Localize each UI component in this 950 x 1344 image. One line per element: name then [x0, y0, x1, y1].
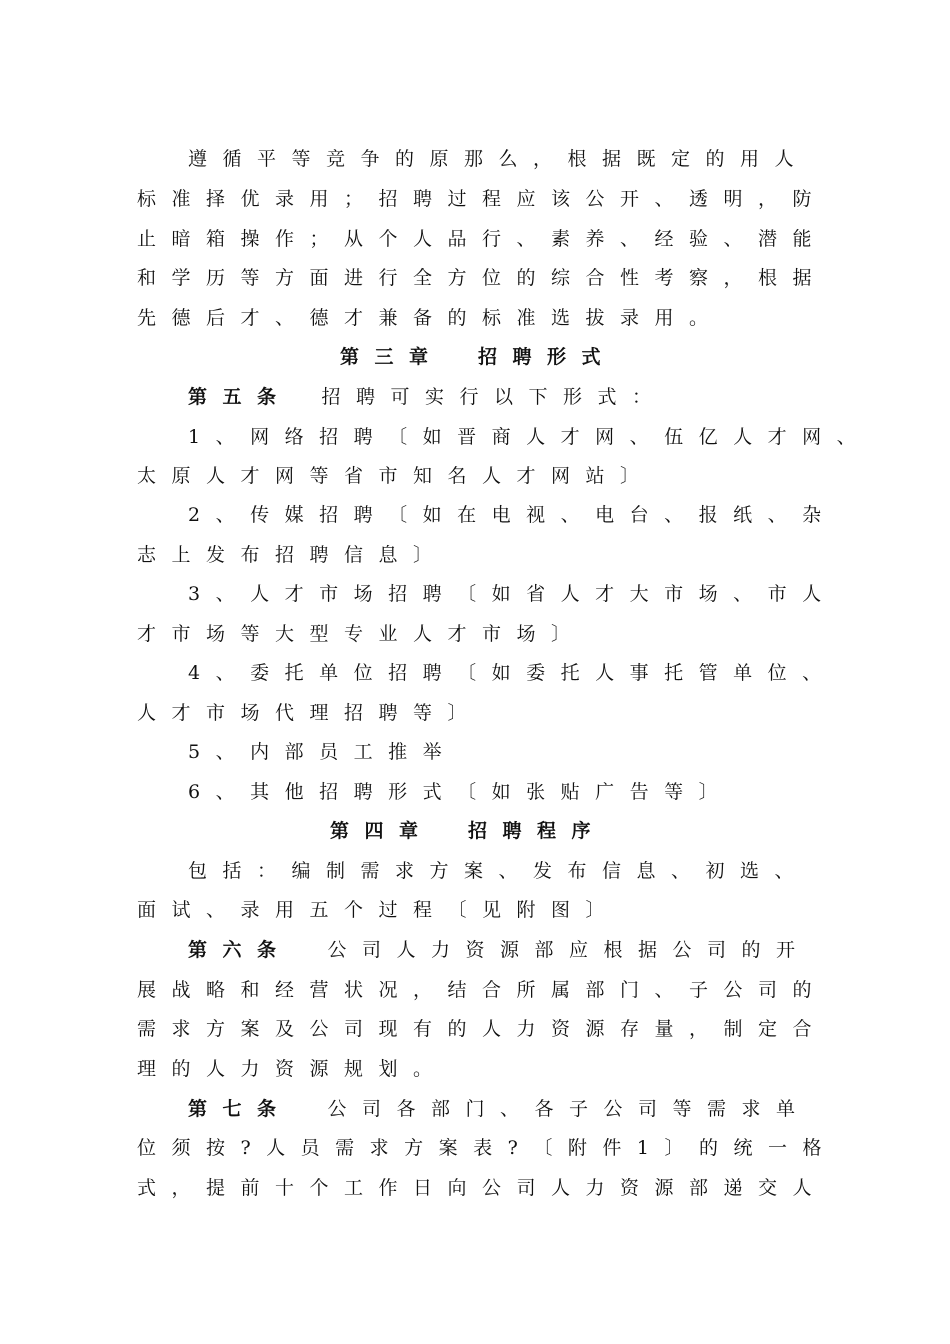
intro-line: 标准择优录用；招聘过程应该公开、透明，防 — [137, 188, 828, 210]
article-6-line: 需求方案及公司现有的人力资源存量，制定合 — [137, 1018, 828, 1040]
chapter-3-heading: 第三章 招聘形式 — [340, 346, 617, 368]
form-item-5: 5、内部员工推举 — [188, 741, 458, 763]
article-6-line: 理的人力资源规划。 — [137, 1058, 448, 1080]
article-7-label: 第七条 — [188, 1098, 292, 1120]
form-item-2-cont: 志上发布招聘信息〕 — [137, 544, 448, 566]
chapter-4-intro: 包括：编制需求方案、发布信息、初选、 — [188, 860, 810, 882]
intro-line: 先德后才、德才兼备的标准选拔录用。 — [137, 307, 724, 329]
intro-line: 止暗箱操作；从个人品行、素养、经验、潜能 — [137, 228, 828, 250]
intro-line: 遵循平等竞争的原那么，根据既定的用人 — [188, 148, 810, 170]
form-item-3: 3、人才市场招聘〔如省人才大市场、市人 — [188, 583, 837, 605]
form-item-2: 2、传媒招聘〔如在电视、电台、报纸、杂 — [188, 504, 837, 526]
article-7-line: 式，提前十个工作日向公司人力资源部递交人 — [137, 1177, 828, 1199]
form-item-1: 1、网络招聘〔如晋商人才网、伍亿人才网、 — [188, 426, 872, 448]
article-7 — [188, 1097, 811, 1121]
article-5-label: 第五条 — [188, 386, 292, 408]
form-item-4: 4、委托单位招聘〔如委托人事托管单位、 — [188, 662, 837, 684]
intro-line: 和学历等方面进行全方位的综合性考察，根据 — [137, 267, 828, 289]
form-item-3-cont: 才市场等大型专业人才市场〕 — [137, 623, 586, 645]
article-5 — [188, 385, 667, 409]
form-item-4-cont: 人才市场代理招聘等〕 — [137, 702, 483, 724]
article-6-line: 展战略和经营状况，结合所属部门、子公司的 — [137, 979, 828, 1001]
form-item-6: 6、其他招聘形式〔如张贴广告等〕 — [188, 781, 734, 803]
article-7-text: 公司各部门、各子公司等需求单 — [327, 1098, 811, 1120]
article-6 — [188, 938, 811, 962]
chapter-4-heading: 第四章 招聘程序 — [330, 820, 607, 842]
article-6-text: 公司人力资源部应根据公司的开 — [327, 939, 811, 961]
article-6-label: 第六条 — [188, 939, 292, 961]
form-item-1-cont: 太原人才网等省市知名人才网站〕 — [137, 465, 655, 487]
article-5-text: 招聘可实行以下形式： — [321, 386, 667, 408]
article-7-line: 位须按?人员需求方案表?〔附件1〕的统一格 — [137, 1137, 837, 1159]
chapter-4-intro-cont: 面试、录用五个过程〔见附图〕 — [137, 899, 621, 921]
